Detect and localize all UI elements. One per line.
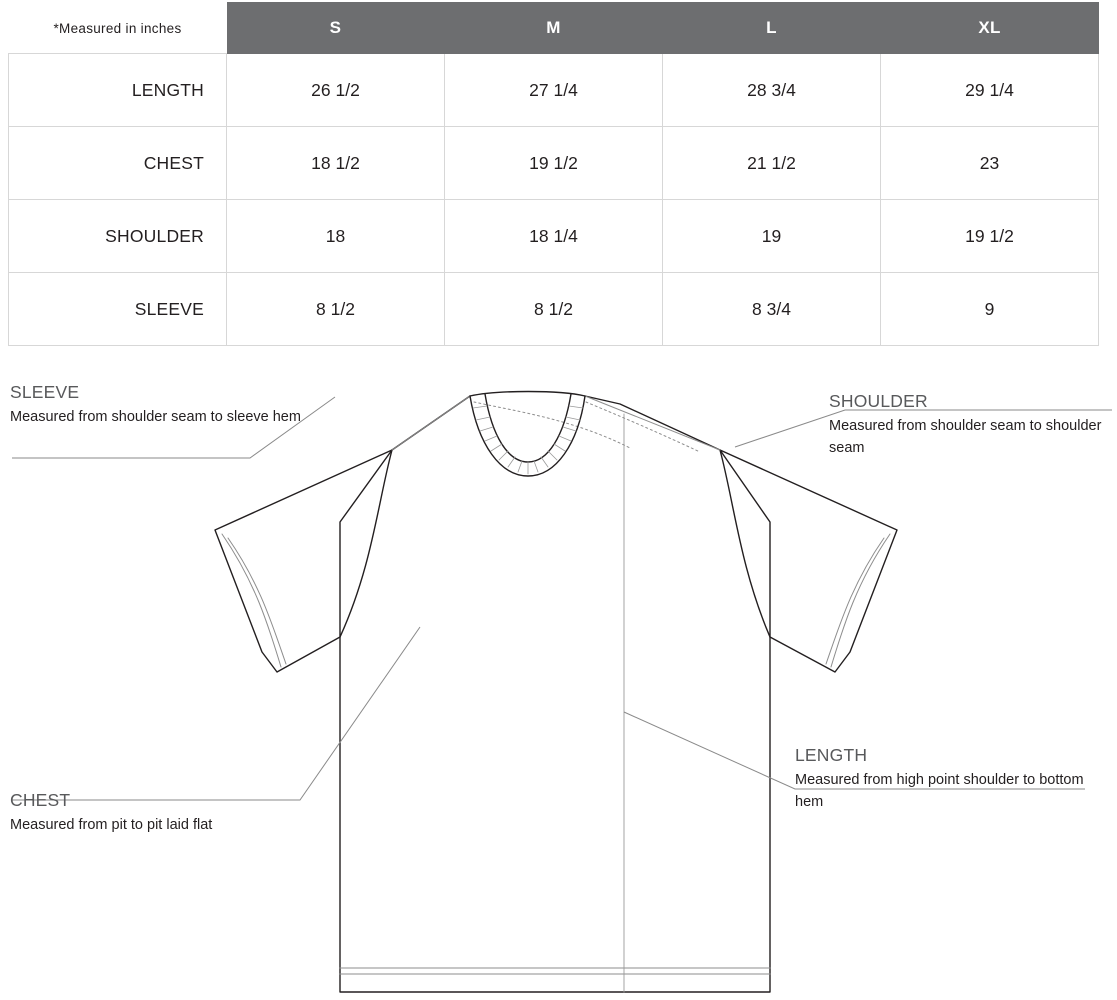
annotation-length-description: Measured from high point shoulder to bottom hem bbox=[795, 772, 1084, 810]
cell-chest-s: 18 1/2 bbox=[227, 127, 445, 200]
table-header-row bbox=[9, 3, 1099, 54]
cell-sleeve-m: 8 1/2 bbox=[445, 273, 663, 346]
annotation-shoulder-description: Measured from shoulder seam to shoulder seam bbox=[829, 418, 1102, 456]
column-header-m: M bbox=[445, 3, 663, 54]
cell-sleeve-s: 8 1/2 bbox=[227, 273, 445, 346]
cell-length-l: 28 3/4 bbox=[663, 54, 881, 127]
column-header-l: L bbox=[663, 3, 881, 54]
cell-shoulder-xl: 19 1/2 bbox=[881, 200, 1099, 273]
column-header-s: S bbox=[227, 3, 445, 54]
table-row bbox=[9, 273, 1099, 346]
table-header bbox=[9, 3, 1099, 54]
annotation-length-title: LENGTH bbox=[795, 745, 868, 765]
cell-chest-l: 21 1/2 bbox=[663, 127, 881, 200]
annotation-length bbox=[795, 745, 1095, 814]
cell-chest-xl: 23 bbox=[881, 127, 1099, 200]
annotation-chest-title: CHEST bbox=[10, 790, 71, 810]
annotation-chest bbox=[10, 790, 340, 837]
annotation-sleeve bbox=[10, 382, 310, 429]
cell-shoulder-s: 18 bbox=[227, 200, 445, 273]
row-label-chest: CHEST bbox=[9, 127, 227, 200]
leader-chest bbox=[12, 627, 420, 800]
annotation-sleeve-description: Measured from shoulder seam to sleeve hem bbox=[10, 409, 301, 425]
cell-chest-m: 19 1/2 bbox=[445, 127, 663, 200]
annotation-shoulder-title: SHOULDER bbox=[829, 391, 928, 411]
measurement-unit-note: *Measured in inches bbox=[9, 3, 227, 54]
annotation-chest-description: Measured from pit to pit laid flat bbox=[10, 817, 213, 833]
column-header-xl: XL bbox=[881, 3, 1099, 54]
row-label-shoulder: SHOULDER bbox=[9, 200, 227, 273]
table-row bbox=[9, 127, 1099, 200]
row-label-length: LENGTH bbox=[9, 54, 227, 127]
cell-sleeve-xl: 9 bbox=[881, 273, 1099, 346]
size-chart-table-container bbox=[8, 2, 1098, 346]
annotation-sleeve-title: SLEEVE bbox=[10, 382, 80, 402]
size-chart-table bbox=[8, 2, 1099, 346]
annotation-shoulder bbox=[829, 391, 1109, 460]
cell-shoulder-l: 19 bbox=[663, 200, 881, 273]
row-label-sleeve: SLEEVE bbox=[9, 273, 227, 346]
cell-length-s: 26 1/2 bbox=[227, 54, 445, 127]
table-body bbox=[9, 54, 1099, 346]
cell-length-xl: 29 1/4 bbox=[881, 54, 1099, 127]
table-row bbox=[9, 200, 1099, 273]
cell-shoulder-m: 18 1/4 bbox=[445, 200, 663, 273]
table-row bbox=[9, 54, 1099, 127]
cell-sleeve-l: 8 3/4 bbox=[663, 273, 881, 346]
tshirt-diagram bbox=[0, 352, 1117, 1000]
cell-length-m: 27 1/4 bbox=[445, 54, 663, 127]
